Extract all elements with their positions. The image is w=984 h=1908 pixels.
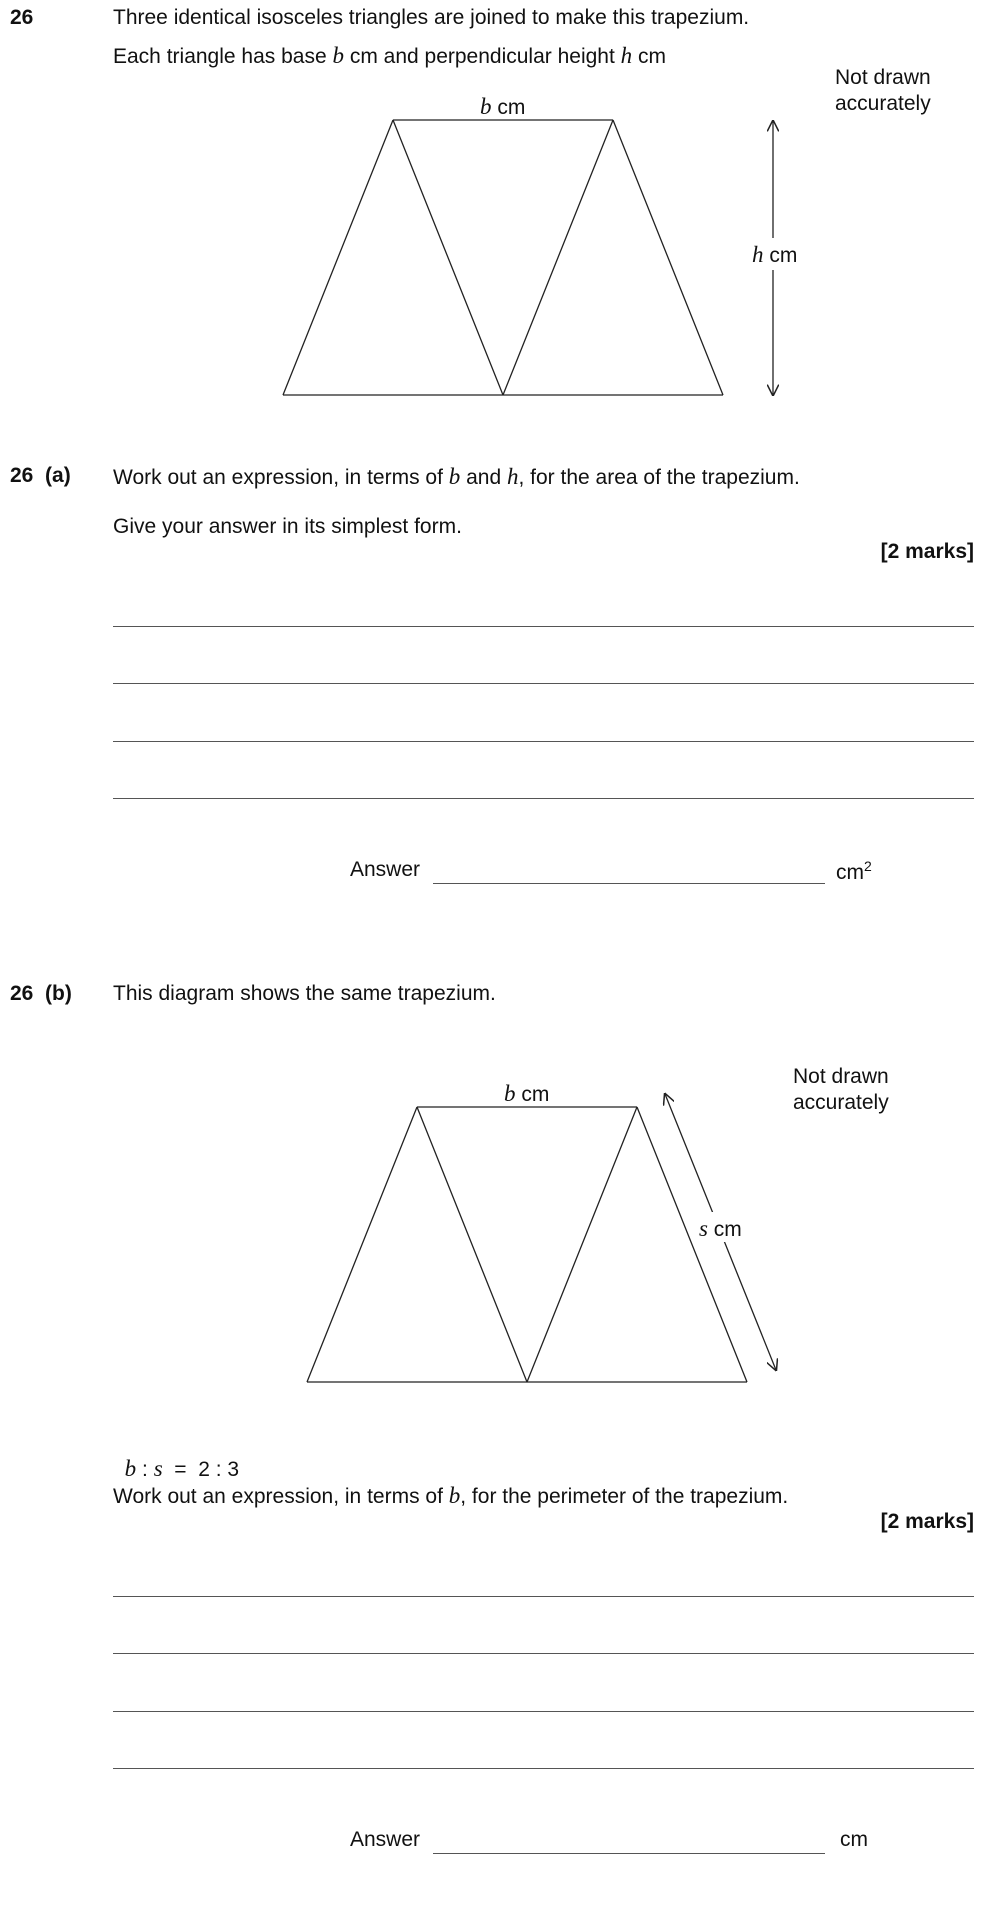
inner2-diagonal-1 bbox=[417, 1107, 527, 1382]
part-a-instruction-2: Give your answer in its simplest form. bbox=[113, 515, 462, 538]
not-drawn-line: Not drawn bbox=[835, 66, 931, 89]
intro-text-c: cm bbox=[632, 45, 666, 68]
part-a-answer-label: Answer bbox=[350, 858, 421, 881]
base-label-2 bbox=[504, 1081, 549, 1106]
side-unit: cm bbox=[707, 1218, 742, 1241]
trapezium2-right-edge bbox=[637, 1107, 747, 1382]
question-intro-line1: Three identical isosceles triangles are joined to make this trapezium. bbox=[113, 6, 750, 29]
part-b-text-b: , for the perimeter of the trapezium. bbox=[460, 1485, 789, 1508]
question-number: 26 bbox=[10, 6, 34, 29]
inner2-diagonal-2 bbox=[527, 1107, 637, 1382]
intro-var-h: h bbox=[620, 43, 633, 68]
part-b-answer-unit: cm bbox=[840, 1828, 868, 1851]
part-a-marks: [2 marks] bbox=[880, 540, 974, 563]
height-var: h bbox=[752, 242, 764, 267]
not-drawn-line-2: Not drawn bbox=[793, 1065, 889, 1088]
accurately-line-2: accurately bbox=[793, 1091, 889, 1114]
part-b-answer-label: Answer bbox=[350, 1828, 421, 1851]
part-a-text-c: , for the area of the trapezium. bbox=[518, 466, 800, 489]
part-b-var-b: b bbox=[448, 1483, 461, 1508]
ratio-statement bbox=[113, 1432, 239, 1482]
part-b-instruction-2 bbox=[113, 1483, 788, 1509]
part-b-working-line-1[interactable] bbox=[113, 1596, 974, 1597]
ratio-var-s: s bbox=[153, 1456, 163, 1481]
intro-text-a: Each triangle has base bbox=[113, 45, 333, 68]
part-a-text-a: Work out an expression, in terms of bbox=[113, 466, 449, 489]
height-unit: cm bbox=[763, 244, 798, 267]
part-b-working-line-3[interactable] bbox=[113, 1711, 974, 1712]
ratio-sep: : bbox=[136, 1458, 154, 1481]
base-var-2: b bbox=[504, 1081, 516, 1106]
intro-var-b: b bbox=[332, 43, 344, 68]
ratio-var-b: b bbox=[124, 1456, 137, 1481]
part-b-label: 26 (b) bbox=[10, 982, 72, 1005]
answer-unit-squared: 2 bbox=[864, 858, 872, 874]
part-b-instruction-1: This diagram shows the same trapezium. bbox=[113, 982, 496, 1005]
part-a-var-b: b bbox=[448, 464, 461, 489]
base-unit-1: cm bbox=[491, 96, 526, 119]
trapezium2-left-edge bbox=[307, 1107, 417, 1382]
side-var: s bbox=[699, 1216, 708, 1241]
part-b-working-line-2[interactable] bbox=[113, 1653, 974, 1654]
answer-unit-cm: cm bbox=[836, 861, 864, 884]
part-b-working-line-4[interactable] bbox=[113, 1768, 974, 1769]
part-a-var-h: h bbox=[506, 464, 519, 489]
part-b-marks: [2 marks] bbox=[880, 1510, 974, 1533]
base-unit-2: cm bbox=[515, 1083, 550, 1106]
part-b-answer-line[interactable] bbox=[433, 1853, 825, 1854]
part-b-text-a: Work out an expression, in terms of bbox=[113, 1485, 449, 1508]
part-a-text-b: and bbox=[460, 466, 507, 489]
intro-text-b: cm and perpendicular height bbox=[343, 45, 621, 68]
part-a-label: 26 (a) bbox=[10, 464, 71, 487]
ratio-value: = 2 : 3 bbox=[162, 1458, 240, 1481]
side-label bbox=[699, 1216, 742, 1241]
base-var-1: b bbox=[480, 94, 492, 119]
accurately-line: accurately bbox=[835, 92, 931, 115]
